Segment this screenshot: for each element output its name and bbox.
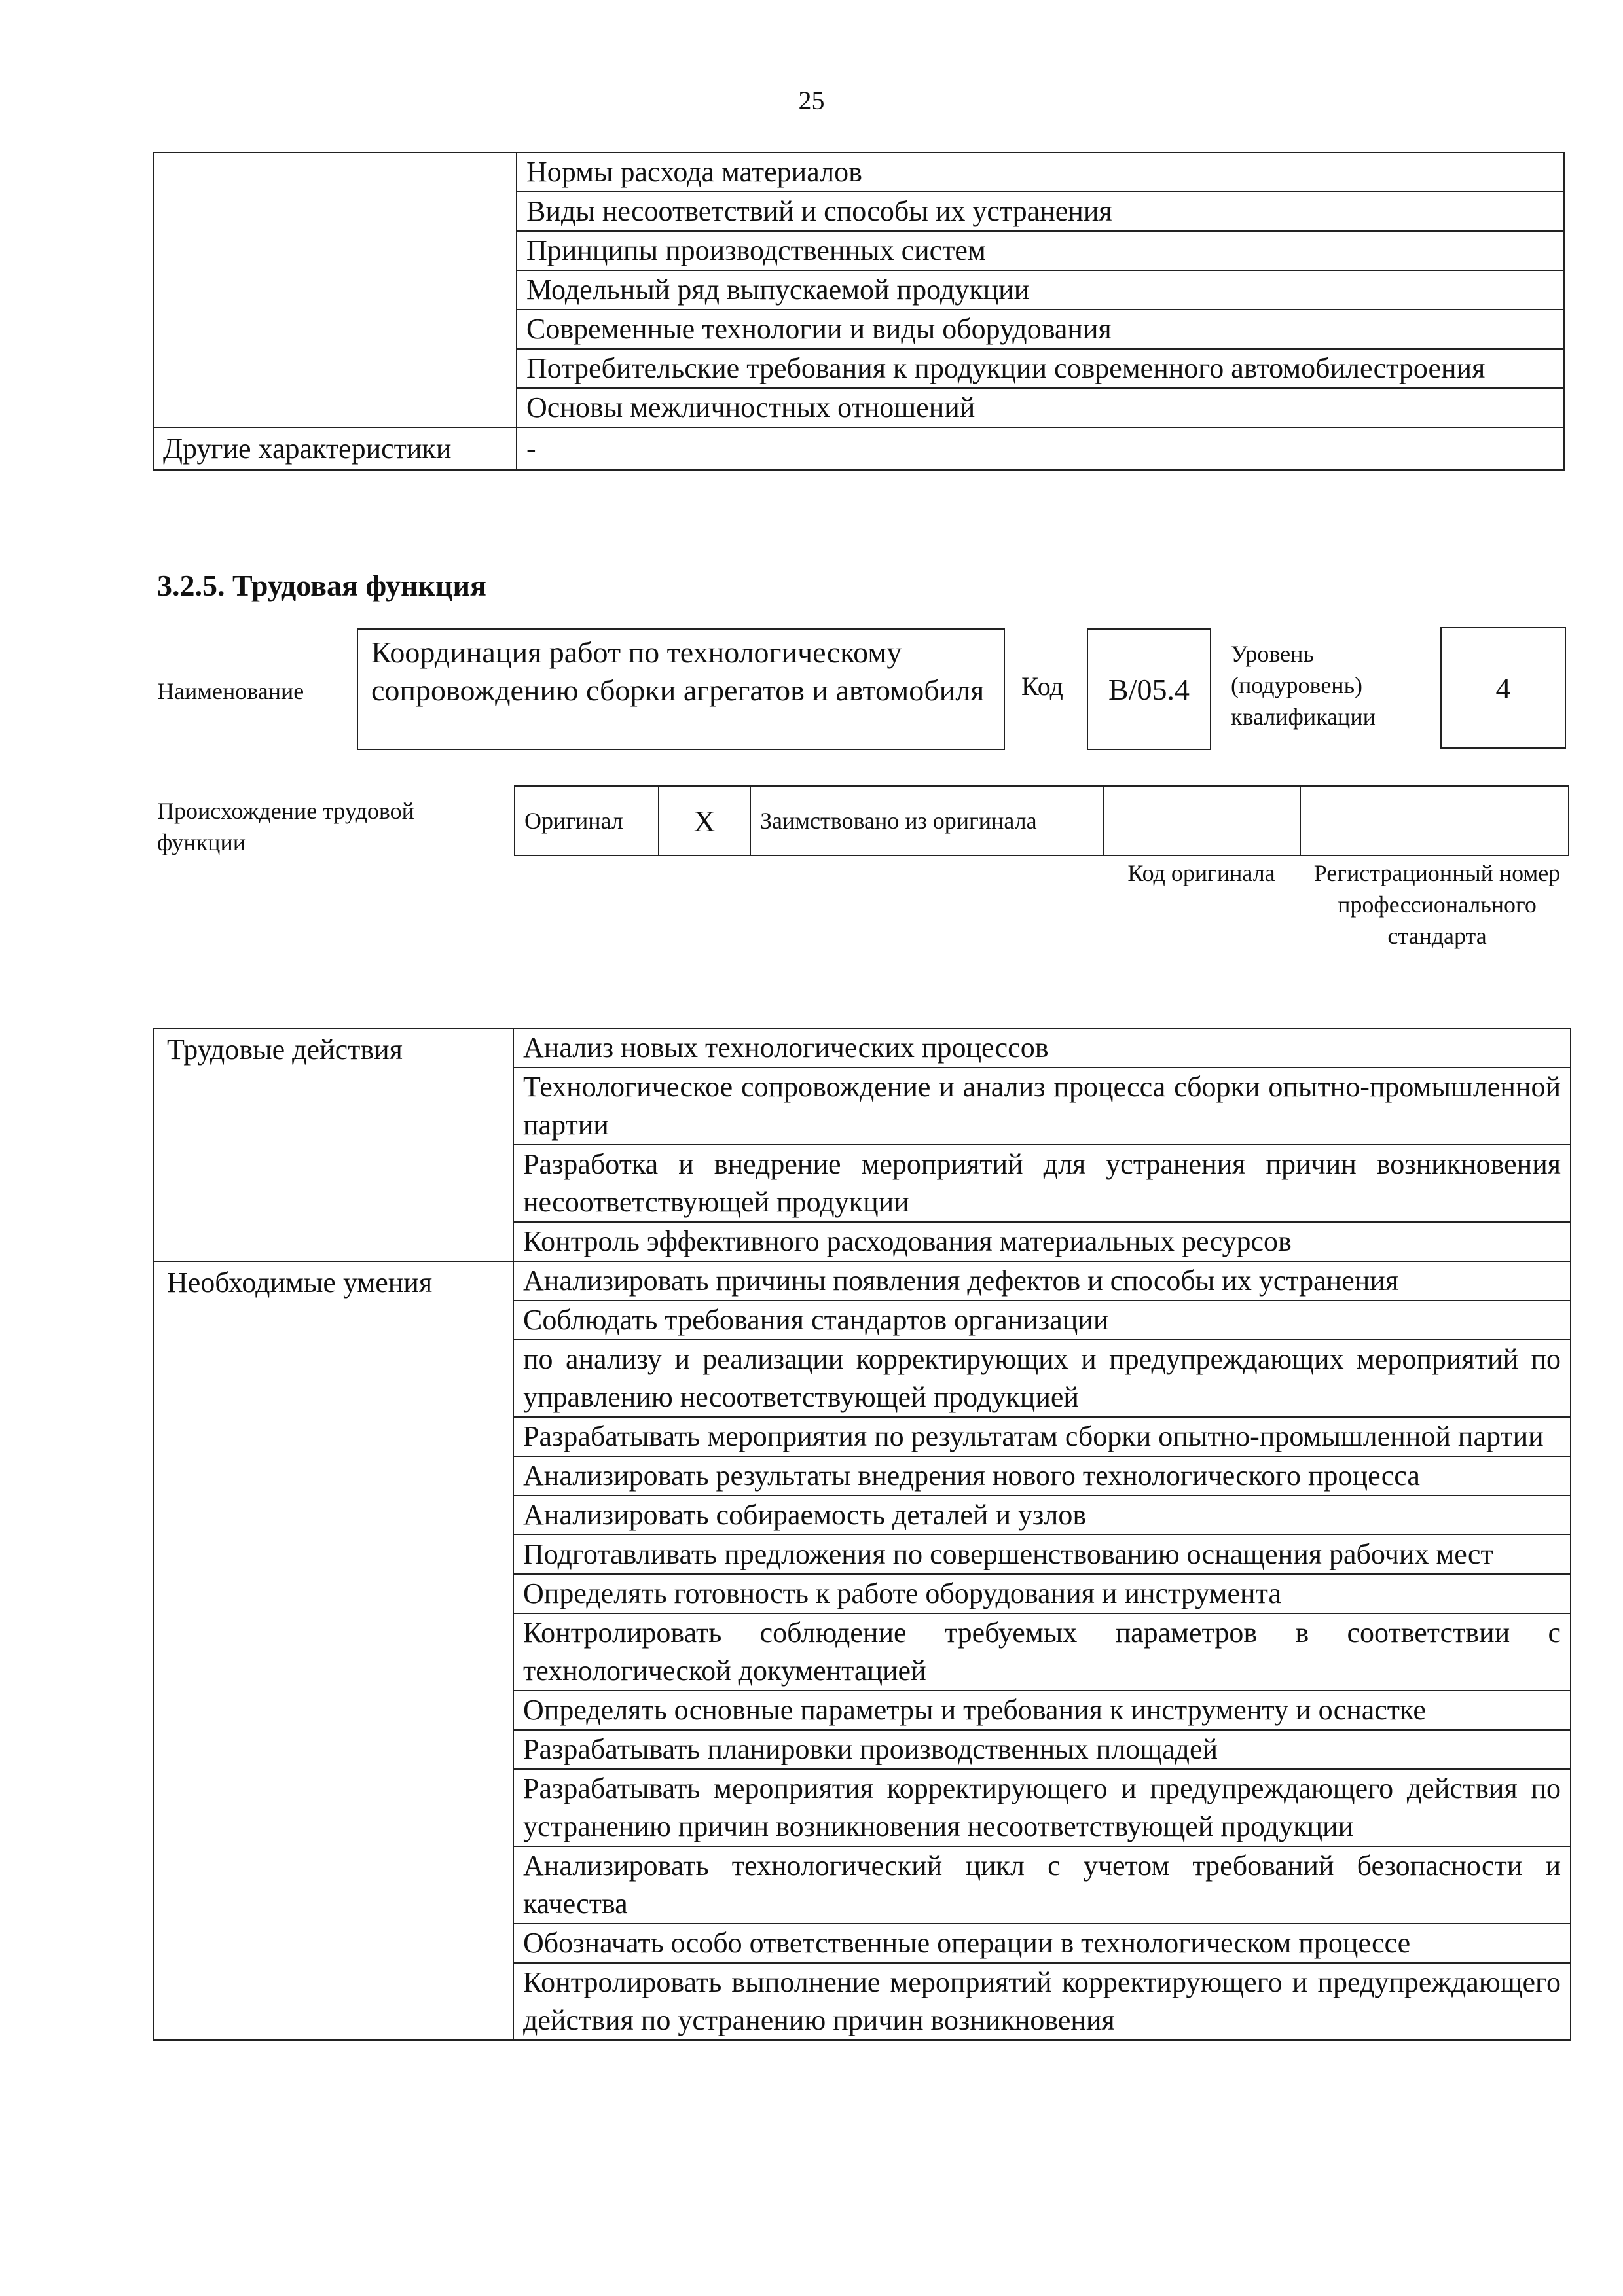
section-heading: 3.2.5. Трудовая функция [157,569,486,602]
labor-actions-label: Трудовые действия [153,1028,513,1261]
skill-item: Анализировать технологический цикл с учетом требований безопасности и качества [514,1847,1570,1924]
knowledge-item: Модельный ряд выпускаемой продукции [517,271,1563,310]
knowledge-list [517,153,1563,427]
labor-actions-list [514,1029,1570,1261]
knowledge-item: Потребительские требования к продукции современного автомобилестроения [517,350,1563,389]
level-box: 4 [1440,627,1566,749]
other-characteristics-value: - [517,427,1564,470]
original-label: Оригинал [515,786,659,855]
required-skills-label: Необходимые умения [153,1261,513,2040]
code-label: Код [1021,672,1063,701]
knowledge-item: Виды несоответствий и способы их устранения [517,192,1563,232]
code-original-caption: Код оригинала [1127,860,1275,886]
knowledge-item: Нормы расхода материалов [517,153,1563,192]
original-mark: X [659,786,750,855]
labor-action-item: Анализ новых технологических процессов [514,1029,1570,1068]
page-number: 25 [798,86,825,115]
labor-function-table [153,1028,1571,2041]
origin-table [514,785,1569,856]
registration-number-caption: Регистрационный номер профессионального стандарта [1313,860,1561,949]
function-name-box: Координация работ по технологическому сопровождению сборки агрегатов и автомобиля [357,628,1005,750]
skill-item: Анализировать результаты внедрения нового технологического процесса [514,1457,1570,1496]
required-skills-list [514,1262,1570,2039]
knowledge-table [153,152,1565,471]
code-box: B/05.4 [1087,628,1211,750]
skill-item: Контролировать соблюдение требуемых параметров в соответствии с технологической документацией [514,1614,1570,1691]
skill-item: Анализировать собираемость деталей и узлов [514,1496,1570,1535]
skill-item: Разрабатывать мероприятия корректирующего и предупреждающего действия по устранению причин возникновения несоответствующей продукции [514,1770,1570,1847]
labor-action-item: Разработка и внедрение мероприятий для устранения причин возникновения несоответствующей продукции [514,1145,1570,1223]
skill-item: Обозначать особо ответственные операции в технологическом процессе [514,1924,1570,1964]
borrowed-label: Заимствовано из оригинала [750,786,1104,855]
knowledge-item: Принципы производственных систем [517,232,1563,271]
registration-number-cell [1300,786,1569,855]
origin-label: Происхождение трудовой функции [157,798,414,855]
original-code-cell [1104,786,1300,855]
skill-item: Контролировать выполнение мероприятий корректирующего и предупреждающего действия по устранению причин возникновения [523,1966,1561,2036]
skill-item: Соблюдать требования стандартов организации [514,1301,1570,1340]
level-label: Уровень (подуровень) квалификации [1231,641,1376,730]
labor-action-item: Технологическое сопровождение и анализ процесса сборки опытно-промышленной партии [514,1068,1570,1145]
skill-item: Определять основные параметры и требования к инструменту и оснастке [514,1691,1570,1731]
labor-action-item: Контроль эффективного расходования материальных ресурсов [523,1225,1292,1257]
skill-item: Определять готовность к работе оборудования и инструмента [514,1575,1570,1614]
knowledge-item: Современные технологии и виды оборудования [517,310,1563,350]
skill-item: Разрабатывать мероприятия по результатам сборки опытно-промышленной партии [514,1418,1570,1457]
other-characteristics-label: Другие характеристики [153,427,517,470]
skill-item: Подготавливать предложения по совершенствованию оснащения рабочих мест [514,1535,1570,1575]
skill-item: Разрабатывать планировки производственных площадей [514,1731,1570,1770]
skill-item: по анализу и реализации корректирующих и предупреждающих мероприятий по управлению несоответствующей продукцией [514,1340,1570,1418]
knowledge-label-cell [153,152,517,427]
skill-item: Анализировать причины появления дефектов и способы их устранения [514,1262,1570,1301]
knowledge-item: Основы межличностных отношений [526,391,976,423]
name-label: Наименование [157,678,304,704]
